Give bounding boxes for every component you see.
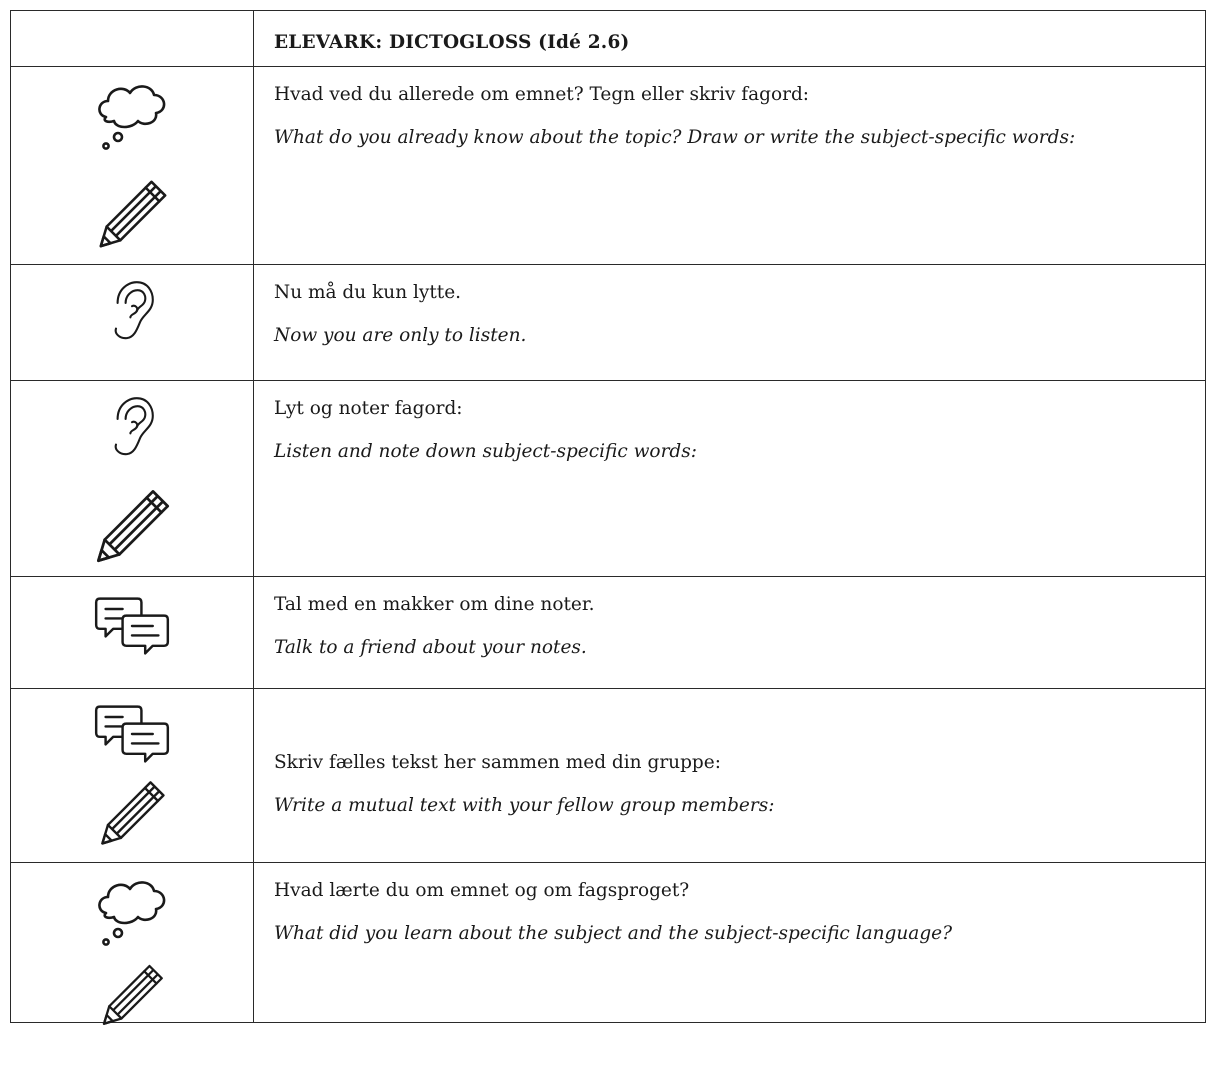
pencil-icon <box>97 959 167 1029</box>
table-row <box>11 689 1206 863</box>
instruction-cell <box>254 381 1206 577</box>
english-instruction: What did you learn about the subject and the subject-specific language? <box>274 923 953 944</box>
thought-bubble-icon <box>92 875 172 955</box>
icon-cell <box>11 381 254 577</box>
english-instruction: Talk to a friend about your notes. <box>274 637 587 658</box>
worksheet-title: ELEVARK: DICTOGLOSS (Idé 2.6) <box>254 11 1206 67</box>
english-instruction: Listen and note down subject-specific words: <box>274 441 697 462</box>
icon-cell <box>11 863 254 1023</box>
header-empty-cell <box>11 11 254 67</box>
pencil-icon <box>90 483 174 567</box>
dictogloss-worksheet-table <box>10 10 1206 1023</box>
danish-instruction: Nu må du kun lytte. <box>274 282 462 303</box>
pencil-icon <box>93 174 171 252</box>
table-row <box>11 381 1206 577</box>
header-row <box>11 11 1206 67</box>
speech-bubbles-icon <box>93 593 171 659</box>
speech-bubbles-icon <box>93 701 171 767</box>
instruction-cell <box>254 689 1206 863</box>
ear-icon <box>108 395 156 459</box>
table-row <box>11 67 1206 265</box>
english-instruction: Write a mutual text with your fellow group members: <box>274 795 775 816</box>
icon-cell <box>11 67 254 265</box>
ear-icon <box>108 279 156 343</box>
danish-instruction: Hvad ved du allerede om emnet? Tegn eller skriv fagord: <box>274 84 810 105</box>
table-row <box>11 265 1206 381</box>
thought-bubble-icon <box>92 79 172 159</box>
danish-instruction: Lyt og noter fagord: <box>274 398 463 419</box>
pencil-icon <box>95 775 169 849</box>
instruction-cell <box>254 863 1206 1023</box>
table-row <box>11 577 1206 689</box>
english-instruction: What do you already know about the topic? Draw or write the subject-specific words: <box>274 127 1076 148</box>
danish-instruction: Skriv fælles tekst her sammen med din gruppe: <box>274 752 721 773</box>
instruction-cell <box>254 67 1206 265</box>
icon-cell <box>11 265 254 381</box>
instruction-cell <box>254 577 1206 689</box>
danish-instruction: Hvad lærte du om emnet og om fagsproget? <box>274 880 690 901</box>
english-instruction: Now you are only to listen. <box>274 325 527 346</box>
icon-cell <box>11 689 254 863</box>
instruction-cell <box>254 265 1206 381</box>
icon-cell <box>11 577 254 689</box>
danish-instruction: Tal med en makker om dine noter. <box>274 594 595 615</box>
table-row <box>11 863 1206 1023</box>
